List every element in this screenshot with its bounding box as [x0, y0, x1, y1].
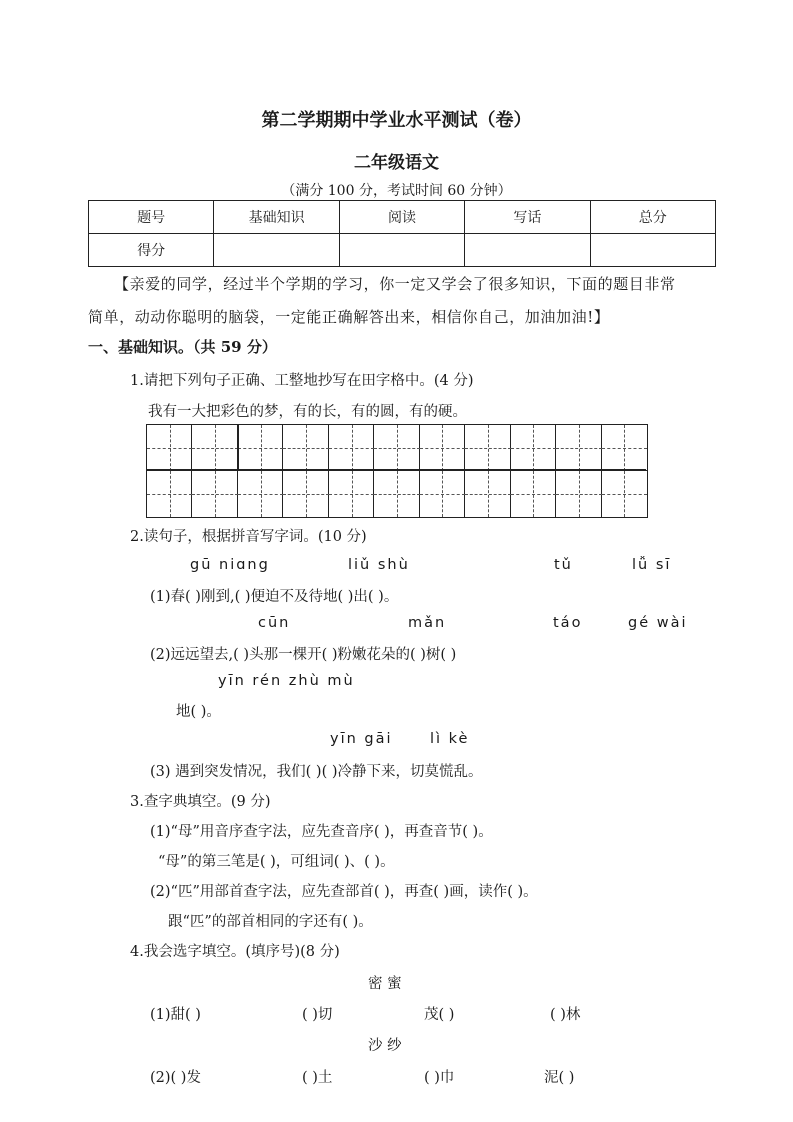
q4-options-1: 密 蜜	[368, 976, 402, 992]
q2-sentence-2[interactable]: (2)远远望去,( )头那一棵开( )粉嫩花朵的( )树( )	[150, 647, 457, 663]
pinyin: yīn gāi	[330, 731, 393, 747]
intro-line-2: 简单，动动你聪明的脑袋，一定能正确解答出来，相信你自己，加油加油!】	[88, 308, 610, 326]
score-table	[88, 200, 716, 267]
pinyin: tǔ	[554, 557, 573, 573]
tianzige-cell[interactable]	[238, 425, 283, 471]
pinyin: gé wài	[628, 615, 688, 631]
tianzige-cell[interactable]	[192, 471, 237, 517]
q4-blank[interactable]: ( )土	[302, 1070, 333, 1086]
score-cell: 题号	[89, 201, 214, 234]
score-input-cell[interactable]	[465, 234, 590, 267]
q3-line-1[interactable]: (1)“母”用音序查字法，应先查音序( )，再查音节( )。	[150, 824, 493, 840]
score-cell: 阅读	[339, 201, 464, 234]
q4-blank[interactable]: 泥( )	[544, 1070, 575, 1086]
q3-line-2[interactable]: “母”的第三笔是( )，可组词( )、( )。	[158, 854, 395, 870]
q3-line-4[interactable]: 跟“匹”的部首相同的字还有( )。	[168, 914, 373, 930]
pinyin: yīn rén zhù mù	[218, 673, 355, 689]
score-input-cell[interactable]	[590, 234, 715, 267]
score-cell: 总分	[590, 201, 715, 234]
q4-blank[interactable]: (2)( )发	[150, 1070, 201, 1086]
score-table-header-row	[89, 201, 716, 234]
pinyin: mǎn	[408, 615, 447, 631]
score-table-score-row	[89, 234, 716, 267]
exam-title: 第二学期期中学业水平测试（卷）	[261, 110, 532, 131]
tianzige-cell[interactable]	[420, 471, 465, 517]
tianzige-cell[interactable]	[602, 471, 647, 517]
tianzige-cell[interactable]	[511, 471, 556, 517]
exam-subject: 二年级语文	[354, 153, 439, 173]
q3-line-3[interactable]: (2)“匹”用部首查字法，应先查部首( )，再查( )画，读作( )。	[150, 884, 538, 900]
q2-sentence-2b[interactable]: 地( )。	[176, 704, 221, 720]
score-cell: 得分	[89, 234, 214, 267]
tianzige-cell[interactable]	[556, 425, 601, 471]
tianzige-cell[interactable]	[374, 425, 419, 471]
q4-options-2: 沙 纱	[368, 1038, 402, 1054]
tianzige-cell[interactable]	[329, 471, 374, 517]
pinyin: lǚ sī	[632, 557, 672, 573]
tianzige-cell[interactable]	[147, 471, 192, 517]
q3-stem: 3.查字典填空。(9 分)	[130, 794, 271, 810]
pinyin: lì kè	[430, 731, 470, 747]
pinyin: táo	[553, 615, 583, 631]
tianzige-cell[interactable]	[374, 471, 419, 517]
tianzige-cell[interactable]	[283, 425, 328, 471]
score-input-cell[interactable]	[339, 234, 464, 267]
q4-blank[interactable]: (1)甜( )	[150, 1007, 201, 1023]
tianzige-cell[interactable]	[602, 425, 647, 471]
q4-blank[interactable]: ( )巾	[424, 1070, 455, 1086]
tianzige-cell[interactable]	[238, 471, 283, 517]
q1-sentence: 我有一大把彩色的梦，有的长，有的圆，有的硬。	[148, 404, 467, 420]
score-cell: 写话	[465, 201, 590, 234]
q2-sentence-1[interactable]: (1)春( )刚到,( )便迫不及待地( )出( )。	[150, 589, 399, 605]
score-cell: 基础知识	[214, 201, 339, 234]
q2-stem: 2.读句子，根据拼音写字词。(10 分)	[130, 529, 367, 545]
pinyin: liǔ shù	[348, 557, 410, 573]
exam-note: （满分 100 分，考试时间 60 分钟）	[281, 183, 512, 199]
q4-blank[interactable]: ( )林	[550, 1007, 581, 1023]
tianzige-cell[interactable]	[465, 425, 510, 471]
tianzige-cell[interactable]	[329, 425, 374, 471]
pinyin: cūn	[258, 615, 291, 631]
q2-sentence-3[interactable]: (3) 遇到突发情况，我们( )( )冷静下来，切莫慌乱。	[150, 764, 483, 780]
tianzige-cell[interactable]	[283, 471, 328, 517]
q4-blank[interactable]: 茂( )	[424, 1007, 455, 1023]
tianzige-cell[interactable]	[420, 425, 465, 471]
tianzige-cell[interactable]	[192, 425, 237, 471]
score-input-cell[interactable]	[214, 234, 339, 267]
tianzige-cell[interactable]	[556, 471, 601, 517]
section-1-title: 一、基础知识。（共 59 分）	[88, 338, 277, 356]
q4-blank[interactable]: ( )切	[302, 1007, 333, 1023]
tianzige-cell[interactable]	[147, 425, 192, 471]
grid-divider	[146, 469, 646, 471]
q1-stem: 1.请把下列句子正确、工整地抄写在田字格中。(4 分)	[130, 373, 474, 389]
grid-divider	[237, 424, 239, 469]
q4-stem: 4.我会选字填空。(填序号)(8 分)	[130, 944, 340, 960]
tianzige-cell[interactable]	[465, 471, 510, 517]
tianzige-cell[interactable]	[511, 425, 556, 471]
tianzige-writing-grid[interactable]	[146, 424, 648, 518]
pinyin: gū niɑng	[190, 557, 270, 573]
intro-line-1: 【亲爱的同学，经过半个学期的学习，你一定又学会了很多知识，下面的题目非常	[114, 275, 676, 293]
